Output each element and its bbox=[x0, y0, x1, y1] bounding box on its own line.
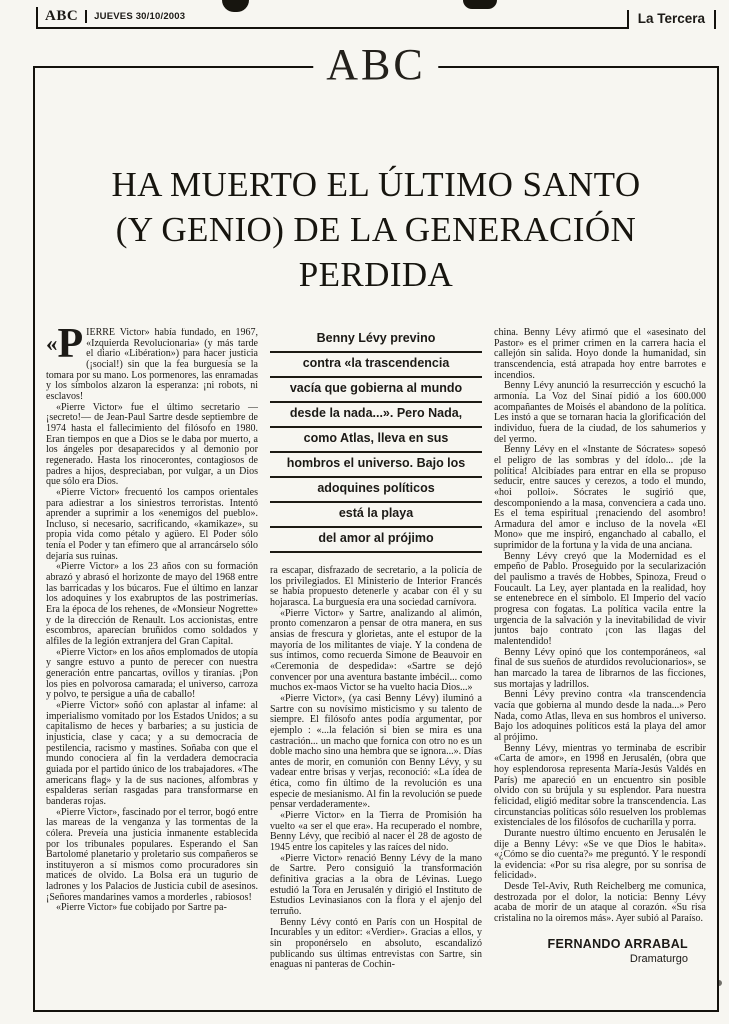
pull-quote-line: contra «la trascendencia bbox=[270, 353, 482, 378]
article-paragraph: Benny Lévy anunció la resurrección y escuchó la armonía. La Voz del Sinaí pidió a los 600.000 acompañantes de Moisés el abandono de la política. Les instó a que se tornaran hacia la glorificación del individuo, fuera de la ciudad, de los sahumerios y del yermo. bbox=[494, 380, 706, 445]
byline bbox=[494, 937, 706, 967]
article-paragraph: «Pierre Victor» frecuentó los campos orientales para adiestrar a los siniestros terroristas. Intentó aprender a suprimir a los «enemigos del pueblo». Incluso, si necesario, sacrificando, «kamikaze», su propia vida como pétalo y agüero. El Poder sólo tenía el Poder y tan efímero que al arrancárselo sólo dejaría sus ruinas. bbox=[46, 486, 258, 562]
article-columns bbox=[35, 328, 717, 988]
byline-author: FERNANDO ARRABAL bbox=[547, 936, 688, 951]
lead-paragraph bbox=[46, 328, 258, 403]
column-right bbox=[494, 328, 706, 988]
headline bbox=[55, 162, 697, 297]
article-paragraph: «Pierre Victor» en los años emplomados de utopía y sangre estuvo a punto de perecer con nuestra generación entre pancartas, ovillos y tiranías. ¡Pon los pies en polvorosa camarada; el universo, carroza y polvo, te persigue a uña de caballo! bbox=[46, 646, 258, 701]
article-paragraph: «Pierre Victor» fue el último secretario —¡secreto!— de Jean-Paul Sartre desde septiembre de 1974 hasta el fallecimiento del filósofo en 1980. Eran tiempos en que a Dios se le daba por muerto, a los ángeles por desaparecidos y al demonio por regenerado. Hasta los rinocerontes, contagiosos de padres a hijos, despreciaban, por vulgar, a un Dios que sólo era Dios. bbox=[46, 401, 258, 488]
pull-quote-line: adoquines políticos bbox=[270, 478, 482, 503]
article-frame bbox=[33, 40, 719, 1012]
left-column-body bbox=[46, 403, 258, 915]
article-paragraph: Benny Lévy contó en París con un Hospital de Incurables y un editor: «Verdier». Gracias a ellos, y sin proponérselo en absoluto, escandalizó publicando sus últimas entrevistas con Sartre, sin enaguas ni panteras de Cochin- bbox=[270, 916, 482, 971]
article-paragraph: «Pierre Victor» soñó con aplastar al infame: al imperialismo vomitado por los Estados Unidos; a su capitalismo de heces y barbaries; a su justicia de injusticia, clase y caca; y a su democracia de pestilencia, racismo y mastines. Soñaba con que el mundo conociera al fin la verdadera democracia guiada por el partido único de los trabajadores. «The americans flag» y la de sus naciones, alfombras y espalderas serían rasgadas para transformarse en banderas rojas. bbox=[46, 699, 258, 807]
article-paragraph: «Pierre Victor», (ya casi Benny Lévy) iluminó a Sartre con su novísimo misticismo y su talento de siempre. El filósofo antes podía argumentar, por ejemplo : «...la felación si bien se mira es una castración... un macho que fornica con otro no es un doble macho sino una hembra que se ignora...». Días antes de morir, en comunión con Benny Lévy, y su vadear entre brisas y verjas, reconoció: «La idea de ética, como fin último de la revolución es una especie de mesianismo. Al fin la revolución se puede pensar verdaderamente». bbox=[270, 692, 482, 811]
article-paragraph: china. Benny Lévy afirmó que el «asesinato del Pastor» es el primer crimen en la carrera hacia el callejón sin salida. Hoyo donde la humanidad, sin transcendencia, está atrapada hoy entre barrotes e incendios. bbox=[494, 328, 706, 381]
pull-quote bbox=[270, 328, 482, 553]
article-paragraph: «Pierre Victor» a los 23 años con su formación abrazó y abrasó el horizonte de mayo del 1968 entre las barricadas y los búcaros. Fue el último en lanzar los adoquines y los exabruptos de las postrimerías. Era la época de los rehenes, de «Monsieur Nogrette» y de la dirección de Renault. Los accionistas, entre escombros, aparecían bruñidos como soldados y alfiles de la legión extranjera del Gran Capital. bbox=[46, 561, 258, 648]
pull-quote-line: Benny Lévy previno bbox=[270, 328, 482, 353]
article-paragraph: Benny Lévy creyó que la Modernidad es el empeño de Pablo. Proseguido por la secularización del paulismo a través de Hobbes, Spinoza, Freud o Foucault. La Ley, ayer plantada en la realidad, hoy se entenebrece en el símbolo. El Imperio del vacío progresa con fogatas. La política vacila entre la urgencia de la salvación y la inevitabilidad de vivir juntos bajo contrato ¡con las llagas del malentendido! bbox=[494, 550, 706, 648]
pull-quote-line: como Atlas, lleva en sus bbox=[270, 428, 482, 453]
article-paragraph: Durante nuestro último encuento en Jerusalén le dije a Benny Lévy: «Se ve que Dios le habita». «¿Cómo se dio cuenta?» me preguntó. Y le respondí la evidencia: «Por su risa alegre, por su sonrisa de felicidad». bbox=[494, 827, 706, 882]
article-paragraph: «Pierre Victor» y Sartre, analizando al alimón, pronto comenzaron a pensar de otra manera, en sus ansias de frescura y glorietas, ante el estupor de la mayoría de los militantes de viaje. Y la condena de sus íntimos, como recuerda Simone de Beauvoir en «Ceremonia de despedida»: «Sartre se dejó convencer por una aventura bastante imbécil... como muchos ex-maos Victor se ha vuelto hacia Dios...» bbox=[270, 607, 482, 694]
headline-line1: HA MUERTO EL ÚLTIMO SANTO bbox=[111, 165, 641, 204]
byline-role: Dramaturgo bbox=[629, 952, 688, 965]
article-paragraph: «Pierre Victor», fascinado por el terror, bogó entre las mareas de la venganza y las tormentas de la cólera. Preveía una justicia inmanente establecida por los tribunales populares. Esperando el San Bartolomé planetario y proletario sus compañeros se instituyeron a sí mismos como procuradores sin matices de olvido. La Bolsa era un tugurio de ladrones y los Palacios de Justicia cubil de asesinos. ¡Señores mandarines vamos a morderles , rabiosos! bbox=[46, 806, 258, 903]
middle-column-body bbox=[270, 566, 482, 971]
article-paragraph: Benni Lévy previno contra «la transcendencia vacía que gobierna al mundo desde la nada...» Pero Nada, como Atlas, lleva en sus hombros el universo. Bajo los adoquines políticos está la playa del amor al prójimo. bbox=[494, 689, 706, 743]
pull-quote-line: del amor al prójimo bbox=[270, 528, 482, 553]
article-paragraph: Benny Lévy en el «Instante de Sócrates» sopesó el peligro de las sombras y del ídolo... ¡de la política! Alcibíades para entrar en ella se propuso seducir, entre sauces y cerezos, a todo el mundo, «hoi polloi». Sócrates le sugirió que, descomponiendo a la masa, convenciera a cada uno. Es el tema espiritual ¡renaciendo del asombro! Armadura del amor e incluso de la novela «El Mono» que me inspiró, enganchado al caballo, el suprimidor de la fortuna y la vida de una anciana. bbox=[494, 444, 706, 552]
column-middle bbox=[270, 328, 482, 988]
issue-date: JUEVES 30/10/2003 bbox=[94, 10, 186, 22]
article-paragraph: «Pierre Victor» renació Benny Lévy de la mano de Sartre. Pero consiguió la transformación definitiva gracias a la obra de Lévinas. Luego estudió la Tora en Jerusalén y dirigió el Instituto de Estudios Levinasianos con la flora y el ajenjo del terruño. bbox=[270, 852, 482, 917]
article-paragraph: Desde Tel-Aviv, Ruth Reichelberg me comunica, destrozada por el dolor, la noticia: Benny Lévy acaba de morir de un ataque al corazón. «Su risa cristalina no la oiremos más». Ayer subió al Paraíso. bbox=[494, 881, 706, 925]
page-header bbox=[36, 7, 716, 29]
article-paragraph: Benny Lévy opinó que los contemporáneos, «al final de sus sueños de aturdidos revolucionarios», se han marcado la tarea de librarnos de las ficciones, sus mortajas y ladrillos. bbox=[494, 646, 706, 690]
drop-cap: «P bbox=[46, 328, 84, 367]
masthead-abc-label: ABC bbox=[45, 8, 79, 24]
header-rule bbox=[193, 26, 626, 29]
article-paragraph: Benny Lévy, mientras yo terminaba de escribir «Carta de amor», en 1998 en Jerusalén, (obra que hoy esplendorosa representa María-Jesús Valdés en París) me apareció en un encuentro sin posible olvido con su brújula y su esplendor. Para nuestra felicidad, eligió meditar sobre la transcendencia. Las circunstancias políticas sólo resuelven los problemas existenciales de los filósofos de cucharilla y porra. bbox=[494, 742, 706, 829]
pull-quote-line: desde la nada...». Pero Nada, bbox=[270, 403, 482, 428]
la-tercera-label: La Tercera bbox=[627, 10, 716, 29]
page-header-left bbox=[36, 7, 193, 29]
headline-line2: (Y GENIO) DE LA GENERACIÓN PERDIDA bbox=[115, 210, 637, 294]
article-paragraph: ra escapar, disfrazado de secretario, a la policía de los privilegiados. El Ministerio de Interior Francés se había propuesto detenerle y acabar con él y su hojarasca. La burguesía era una sociedad carnívora. bbox=[270, 565, 482, 608]
abc-section-logo: ABC bbox=[313, 39, 438, 90]
article-paragraph: «Pierre Victor» en la Tierra de Promisión ha vuelto «a ser el que era». Ha recuperado el nombre, Benny Lévy, que recibió al nacer el 28 de agosto de 1945 entre los capiteles y las raíces del nido. bbox=[270, 810, 482, 854]
pull-quote-line: vacía que gobierna al mundo bbox=[270, 378, 482, 403]
divider bbox=[85, 10, 87, 23]
article-paragraph: «Pierre Victor» fue cobijado por Sartre pa- bbox=[56, 902, 227, 914]
lead-paragraph-text: IERRE Victor» había fundado, en 1967, «Izquierda Revolucionaria» (y más tarde el diario «Libération») para hacer justicia (¡social!) sin que la fea burguesía se la tomara por su mano. Los pormenores, las enramadas y los símbolos alzaron la esperanza: ¡ni robots, ni esclavos! bbox=[46, 328, 258, 402]
pull-quote-line: está la playa bbox=[270, 503, 482, 528]
right-column-body bbox=[494, 328, 706, 925]
column-left bbox=[46, 328, 258, 988]
pull-quote-line: hombros el universo. Bajo los bbox=[270, 453, 482, 478]
